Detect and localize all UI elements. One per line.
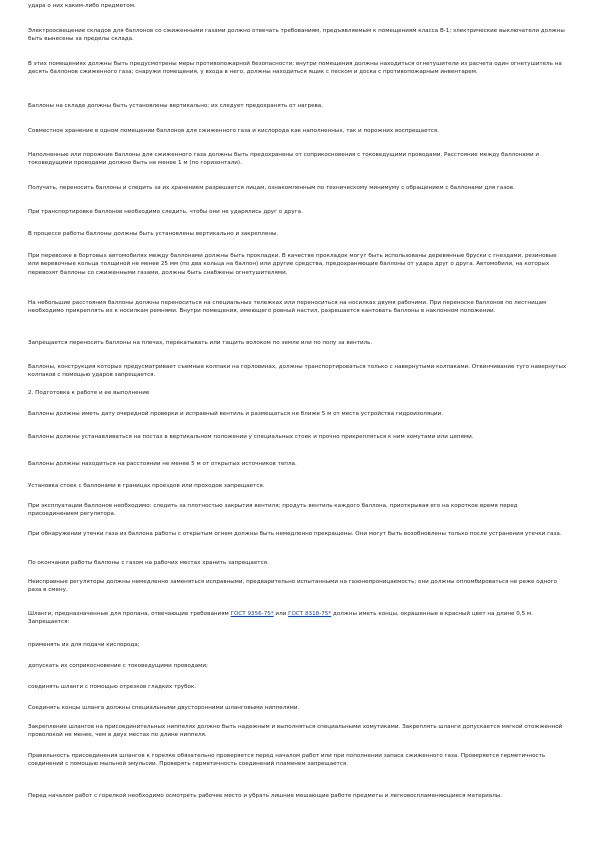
paragraph-22-text-end: должны иметь концы, окрашенные в красный цвет на длине 0,5 м. Запрещается:	[28, 611, 533, 626]
paragraph-29: Перед началом работ с горелкой необходимо осмотреть рабочее место и убрать лишние мешающие работе предметы и легковоспламеняющиеся материалы.	[28, 793, 502, 799]
paragraph-10: На небольшие расстояния баллоны должны переноситься на специальных тележках или переноситься на носилках двумя рабочими. При переноске баллонов по лестницам необходимо прикреплять их к носилкам ремнями. Внутри помещения, имеющего ровный настил, разрешается кантовать баллоны в наклонном положении.	[28, 300, 547, 315]
paragraph-28: Правильность присоединения шлангов к горелке обязательно проверяется перед началом работ или при пополнении запаса сжиженного газа. Проверяется герметичность соединений с помощью мыльной эмульсии. Проверять герметичность соединений пламенем запрещается.	[28, 753, 546, 768]
paragraph-22	[28, 610, 568, 627]
paragraph-3: Баллоны на складе должны быть установлены вертикально; их следует предохранять от нагрева.	[28, 103, 324, 109]
paragraph-1: Электроосвещение складов для баллонов со сжиженными газами должно отвечать требованиям, предъявляемым к помещениям класса В-1; электрические выключатели должны быть вынесены за пределы склада.	[28, 28, 565, 43]
paragraph-22-text-mid: или	[273, 611, 289, 617]
paragraph-27: Закрепление шлангов на присоединительных ниппелях должно быть надежным и выполняться специальными хомутиками. Закреплять шланги допускается мягкой отожженной проволокой не менее, чем в двух местах по длине ниппеля.	[28, 724, 563, 739]
paragraph-4: Совместное хранение в одном помещении баллонов для сжиженного газа и кислорода как наполненных, так и порожних воспрещается.	[28, 128, 439, 134]
paragraph-18: При эксплуатации баллонов необходимо: следить за плотностью закрытия вентиля; продуть вентиль каждого баллона, приоткрывая его на короткое время перед присоединением регулятора.	[28, 503, 518, 518]
paragraph-15: Баллоны должны устанавливаться на постах в вертикальном положении у специальных стоек и прочно прикрепляться к ним хомутами или цепями.	[28, 434, 474, 440]
paragraph-2: В этих помещениях должны быть предусмотрены меры противопожарной безопасности; внутри помещения должны находиться огнетушители из расчета один огнетушитель на десять баллонов сжиженного газа; снаружи помещения, у входа в него, должны находиться ящик с песком и доска с противопожарным инвентарем.	[28, 61, 562, 76]
paragraph-11: Запрещается переносить баллоны на плечах, перекатывать или тащить волоком по земле или по полу за вентиль.	[28, 340, 373, 346]
paragraph-9: При перевозке в бортовых автомобилях между баллонами должны быть прокладки. В качестве прокладок могут быть использованы деревянные бруски с гнездами, резиновые или веревочные кольца толщиной не менее 25 мм (по два кольца на баллон) или другие средства, предохраняющие баллоны от удара друг о друга. Автомобили, на которых перевозят баллоны со сжиженными газами, должны быть снабжены огнетушителями.	[28, 253, 557, 276]
paragraph-16: Баллоны должны находиться на расстоянии не менее 5 м от открытых источников тепла.	[28, 461, 297, 467]
paragraph-24: допускать их соприкосновение с токоведущими проводами;	[28, 663, 208, 669]
paragraph-17: Установка стоек с баллонами в границах проездов или проходов запрещается.	[28, 483, 265, 489]
paragraph-22-text-start: Шланги, предназначенные для пропана, отвечающие требованиям	[28, 611, 231, 617]
gost-8318-link[interactable]: ГОСТ 8318-75*	[288, 611, 332, 617]
paragraph-21: Неисправные регуляторы должны немедленно заменяться исправными, предварительно испытанными на газонепроницаемость; они должны опломбироваться не реже одного раза в смену.	[28, 579, 558, 594]
paragraph-25: соединять шланги с помощью отрезков гладких трубок.	[28, 684, 197, 690]
paragraph-5: Наполненные или порожние баллоны для сжиженного газа должны быть предохранены от соприкосновения с токоведущими проводами. Расстояние между баллонами и токоведущими проводами должно быть не менее 1 м (по горизонтали).	[28, 152, 539, 167]
paragraph-20: По окончании работы баллоны с газом на рабочих местах хранить запрещается.	[28, 560, 269, 566]
paragraph-6: Получать, переносить баллоны и следить за их хранением разрешается лицам, ознакомленным по техническому минимуму с обращением с баллонами для газов.	[28, 185, 515, 191]
paragraph-7: При транспортировке баллонов необходимо следить, чтобы они не ударялись друг о друга.	[28, 209, 303, 215]
paragraph-0: удара о них каким-либо предметом.	[28, 3, 136, 9]
paragraph-23: применять их для подачи кислорода;	[28, 642, 140, 648]
gost-9356-link[interactable]: ГОСТ 9356-75*	[230, 611, 274, 617]
paragraph-19: При обнаружении утечки газа из баллона работы с открытым огнем должны быть немедленно прекращены. Они могут быть возобновлены только после устранения утечки газа.	[28, 531, 562, 537]
paragraph-26: Соединять концы шланга должны специальными двусторонними шланговыми ниппелями.	[28, 705, 300, 711]
paragraph-12: Баллоны, конструкция которых предусматривает съемные колпаки на горловинах, должны транспортироваться только с навернутыми колпаками. Отвинчивание туго навернутых колпаков с помощью ударов запрещается.	[28, 364, 567, 379]
paragraph-8: В процессе работы баллоны должны быть установлены вертикально и закреплены.	[28, 231, 279, 237]
section-heading: 2. Подготовка к работе и ее выполнение	[28, 390, 150, 396]
paragraph-14: Баллоны должны иметь дату очередной проверки и исправный вентиль и размещаться не ближе 5 м от места устройства гидроизоляции.	[28, 411, 444, 417]
